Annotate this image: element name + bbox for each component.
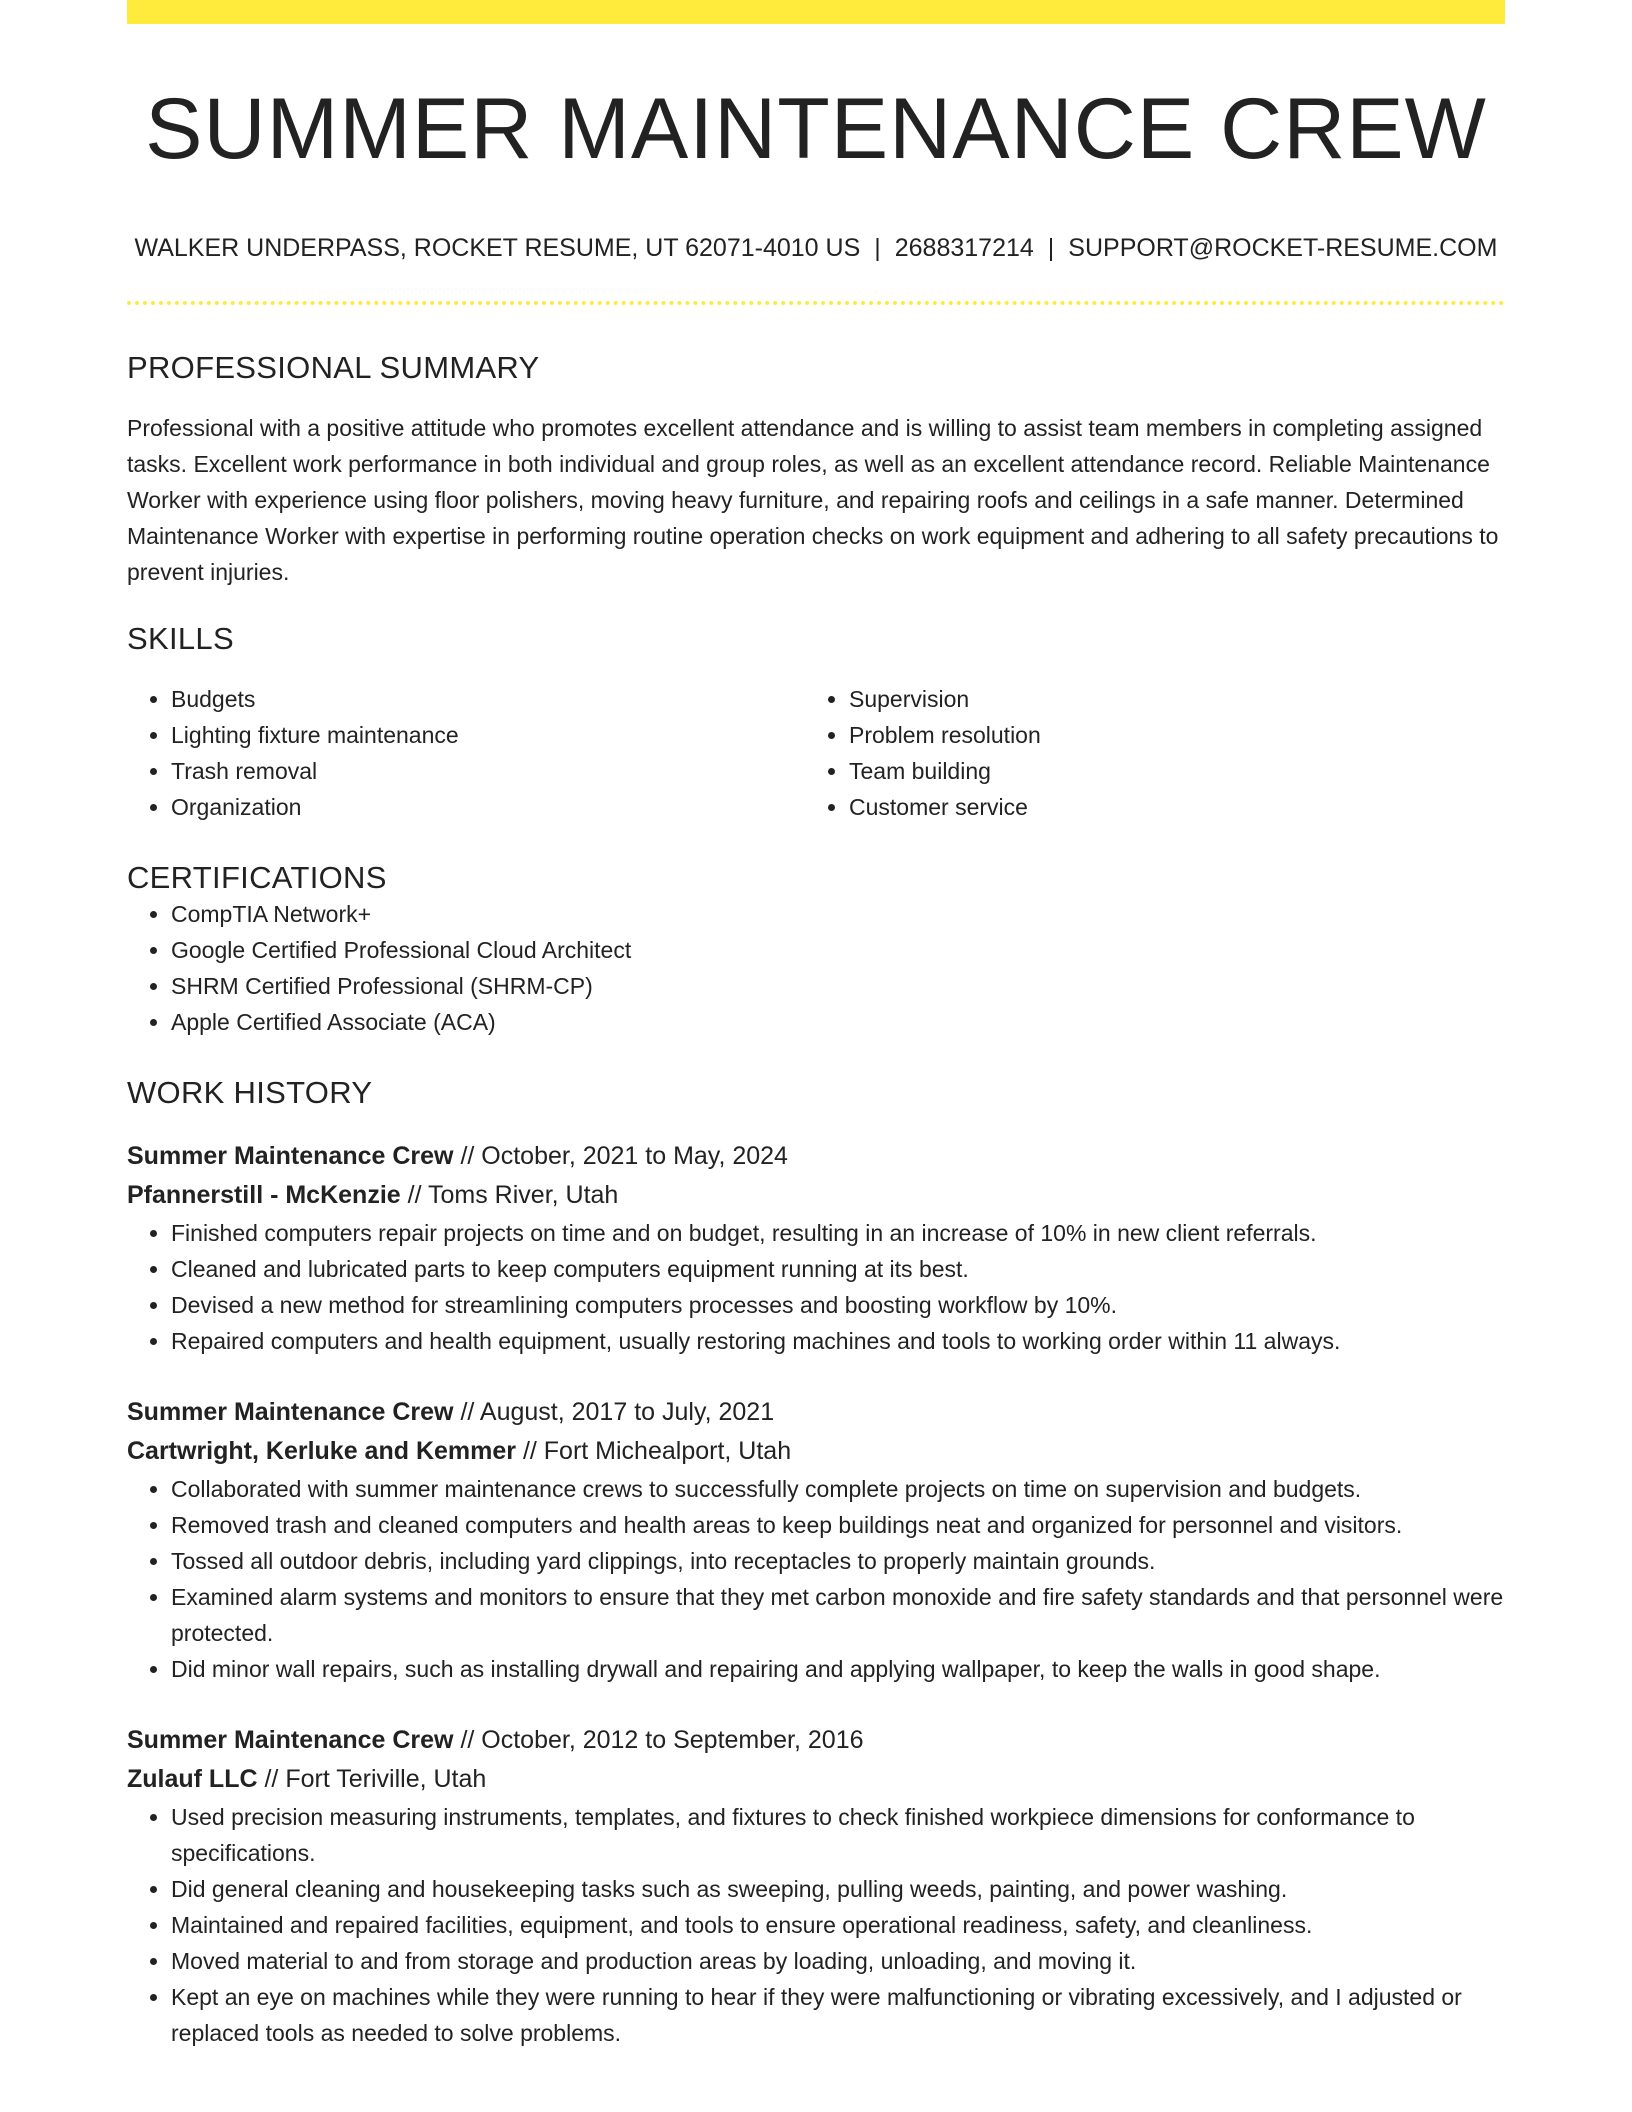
job-duty-item: • Cleaned and lubricated parts to keep computers equipment running at its best. (171, 1251, 1505, 1287)
job-duty-item: • Moved material to and from storage and production areas by loading, unloading, and moving it. (171, 1943, 1505, 1979)
job-duty-item: • Kept an eye on machines while they were running to hear if they were malfunctioning or vibrating excessively, and I adjusted or replaced tools as needed to solve problems. (171, 1979, 1505, 2051)
certification-item: • Apple Certified Associate (ACA) (171, 1004, 1505, 1040)
work-history-heading: WORK HISTORY (127, 1075, 373, 1111)
job-company-line (127, 1176, 1505, 1215)
job-duty-item: • Did general cleaning and housekeeping tasks such as sweeping, pulling weeds, painting, and power washing. (171, 1871, 1505, 1907)
accent-bar (127, 0, 1505, 24)
job-dates: // August, 2017 to July, 2021 (453, 1398, 775, 1427)
job-duty-item: • Collaborated with summer maintenance crews to successfully complete projects on time on supervision and budgets. (171, 1471, 1505, 1507)
job-company-line (127, 1432, 1505, 1471)
job-location: // Toms River, Utah (400, 1181, 619, 1210)
job-duty-item: • Examined alarm systems and monitors to ensure that they met carbon monoxide and fire safety standards and that personnel were protected. (171, 1579, 1505, 1651)
contact-address: WALKER UNDERPASS, ROCKET RESUME, UT 62071-4010 US (134, 233, 861, 262)
job-duty-item: • Removed trash and cleaned computers and health areas to keep buildings neat and organized for personnel and visitors. (171, 1507, 1505, 1543)
job-location: // Fort Michealport, Utah (516, 1437, 792, 1466)
contact-line (127, 233, 1505, 263)
skill-item: • Organization (171, 789, 805, 825)
job-company: Cartwright, Kerluke and Kemmer (127, 1437, 516, 1466)
job-entry (127, 1137, 1505, 1359)
certifications-heading: CERTIFICATIONS (127, 859, 387, 895)
job-duty-item: • Devised a new method for streamlining computers processes and boosting workflow by 10%. (171, 1287, 1505, 1323)
contact-email: SUPPORT@ROCKET-RESUME.COM (1068, 233, 1498, 262)
skills-list-right (805, 681, 1483, 825)
job-duty-item: • Tossed all outdoor debris, including yard clippings, into receptacles to properly maintain grounds. (171, 1543, 1505, 1579)
summary-heading: PROFESSIONAL SUMMARY (127, 349, 540, 385)
contact-phone: 2688317214 (894, 233, 1034, 262)
skills-heading: SKILLS (127, 620, 234, 656)
skill-item: • Team building (849, 753, 1483, 789)
skill-item: • Budgets (171, 681, 805, 717)
contact-separator: | (874, 233, 881, 262)
job-title-line (127, 1721, 1505, 1760)
job-role: Summer Maintenance Crew (127, 1726, 454, 1755)
skills-grid (127, 681, 1505, 825)
job-duties-list (127, 1799, 1505, 2051)
job-title-line (127, 1137, 1505, 1176)
job-duty-item: • Repaired computers and health equipment, usually restoring machines and tools to working order within 11 always. (171, 1323, 1505, 1359)
job-duties-list (127, 1471, 1505, 1687)
job-dates: // October, 2012 to September, 2016 (453, 1726, 864, 1755)
skills-column-left (127, 681, 805, 825)
job-role: Summer Maintenance Crew (127, 1398, 454, 1427)
job-duty-item: • Did minor wall repairs, such as installing drywall and repairing and applying wallpaper, to keep the walls in good shape. (171, 1651, 1505, 1687)
job-company: Zulauf LLC (127, 1765, 258, 1794)
job-entry (127, 1721, 1505, 2051)
dotted-divider (127, 301, 1505, 305)
skill-item: • Lighting fixture maintenance (171, 717, 805, 753)
certification-item: • CompTIA Network+ (171, 896, 1505, 932)
resume-page (127, 0, 1505, 2051)
job-entry (127, 1393, 1505, 1687)
job-duty-item: • Maintained and repaired facilities, equipment, and tools to ensure operational readiness, safety, and cleanliness. (171, 1907, 1505, 1943)
candidate-name: SUMMER MAINTENANCE CREW (145, 81, 1487, 177)
skill-item: • Problem resolution (849, 717, 1483, 753)
certifications-list (127, 896, 1505, 1040)
skill-item: • Customer service (849, 789, 1483, 825)
job-duty-item: • Finished computers repair projects on time and on budget, resulting in an increase of 10% in new client referrals. (171, 1215, 1505, 1251)
job-duty-item: • Used precision measuring instruments, templates, and fixtures to check finished workpiece dimensions for conformance to specifications. (171, 1799, 1505, 1871)
skills-list-left (127, 681, 805, 825)
certification-item: • Google Certified Professional Cloud Architect (171, 932, 1505, 968)
work-history-list (127, 1137, 1505, 2051)
job-company-line (127, 1760, 1505, 1799)
job-dates: // October, 2021 to May, 2024 (453, 1142, 788, 1171)
job-location: // Fort Teriville, Utah (257, 1765, 487, 1794)
contact-separator: | (1047, 233, 1055, 262)
job-title-line (127, 1393, 1505, 1432)
summary-text: Professional with a positive attitude who promotes excellent attendance and is willing to assist team members in completing assigned tasks. Excellent work performance in both individual and group roles, as well as an excellent attendance record. Reliable Maintenance Worker with experience using floor polishers, moving heavy furniture, and repairing roofs and ceilings in a safe manner. Determined Maintenance Worker with expertise in performing routine operation checks on work equipment and adhering to all safety precautions to prevent injuries. (127, 414, 1499, 585)
job-company: Pfannerstill - McKenzie (127, 1181, 401, 1210)
job-role: Summer Maintenance Crew (127, 1142, 454, 1171)
skill-item: • Trash removal (171, 753, 805, 789)
skill-item: • Supervision (849, 681, 1483, 717)
skills-column-right (805, 681, 1483, 825)
certification-item: • SHRM Certified Professional (SHRM-CP) (171, 968, 1505, 1004)
job-duties-list (127, 1215, 1505, 1359)
